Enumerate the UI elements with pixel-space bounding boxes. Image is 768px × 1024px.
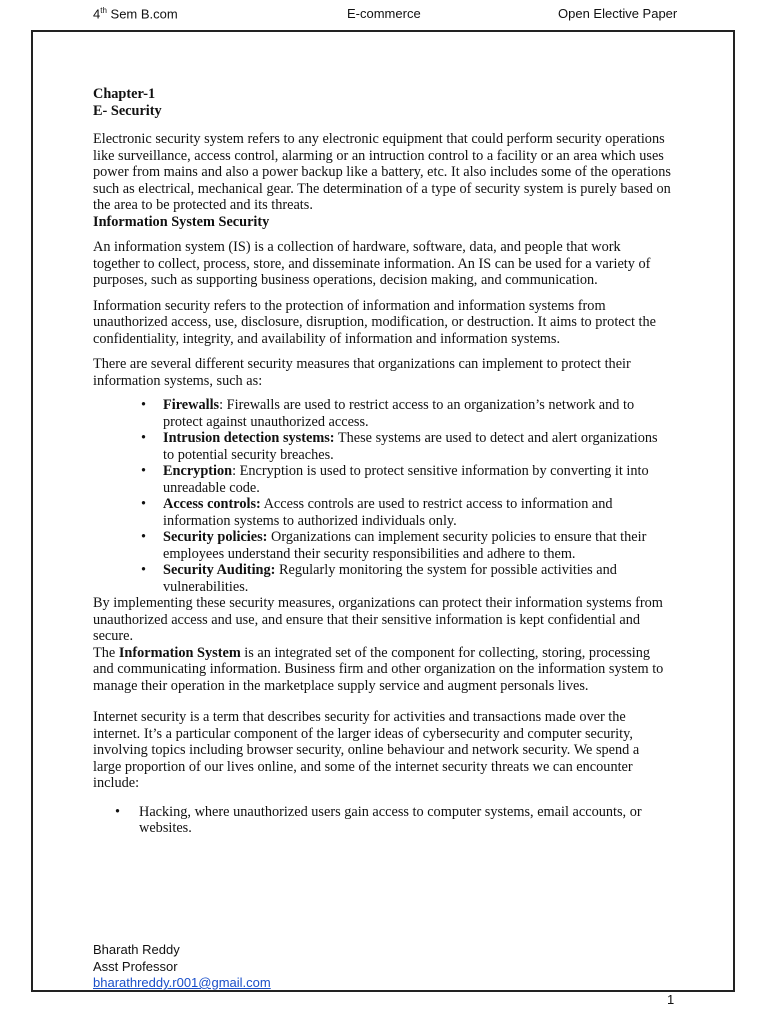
- paragraph-is-definition: An information system (IS) is a collection of hardware, software, data, and people that work together to collect, process, store, and disseminate information. An IS can be used for a variety of purposes, such as supporting business operations, decision making, and communication.: [93, 239, 651, 288]
- paragraph-measures-intro: There are several different security measures that organizations can implement to protect their information systems, such as:: [93, 356, 631, 389]
- list-item: • Security policies: Organizations can implement security policies to ensure that their employees understand their security responsibilities and adhere to them.: [141, 529, 647, 562]
- header-subject: E-commerce: [347, 6, 421, 21]
- bullet-icon: •: [115, 803, 121, 820]
- bullet-icon: •: [141, 562, 147, 578]
- list-item: • Access controls: Access controls are used to restrict access to information and information systems to authorized individuals only.: [141, 496, 613, 529]
- bullet-icon: •: [141, 496, 147, 512]
- list-item: • Security Auditing: Regularly monitoring the system for possible activities and vulnerabilities.: [141, 562, 617, 595]
- page-number: 1: [667, 992, 675, 1007]
- paragraph-internet-security: Internet security is a term that describes security for activities and transactions made over the internet. It’s a particular component of the larger ideas of cybersecurity and computer security, involving topics including browser security, online behaviour and network security. We spend a large proportion of our lives online, and some of the internet security threats we can encounter include:: [93, 709, 640, 791]
- header-paper-type: Open Elective Paper: [558, 6, 678, 21]
- paragraph-information-system: The Information System is an integrated set of the component for collecting, storing, processing and communicating information. Business firm and other organization on the information system to manage their operation in the marketplace supply service and augment personals lives.: [93, 644, 664, 694]
- threats-list: [93, 804, 671, 837]
- section-heading: Information System Security: [93, 213, 270, 230]
- chapter-heading: Chapter-1: [93, 86, 156, 102]
- bullet-icon: •: [141, 430, 147, 446]
- header-semester: 4th Sem B.com: [93, 6, 178, 22]
- list-item: • Encryption: Encryption is used to protect sensitive information by converting it into unreadable code.: [141, 463, 649, 496]
- intro-paragraph: Electronic security system refers to any electronic equipment that could perform security operations like surveillance, access control, alarming or an intruction control to a facility or an area which uses power from mains and also a power backup like a battery, etc. It also includes some of the operations such as electrical, mechanical gear. The determination of a type of security system is purely based on the area to be protected and its threats.: [93, 131, 671, 213]
- page-title: E- Security: [93, 102, 162, 119]
- author-footer: [93, 942, 271, 992]
- author-email-link[interactable]: bharathreddy.r001@gmail.com: [93, 975, 271, 990]
- bullet-icon: •: [141, 529, 147, 545]
- paragraph-conclusion: By implementing these security measures, organizations can protect their information systems from unauthorized access and use, and ensure that their sensitive information is kept confidential and secure.: [93, 595, 663, 644]
- bullet-icon: •: [141, 397, 147, 413]
- list-item: • Firewalls: Firewalls are used to restrict access to an organization’s network and to protect against unauthorized access.: [141, 397, 635, 430]
- security-measures-list: [93, 397, 671, 595]
- bullet-icon: •: [141, 463, 147, 479]
- list-item: • Hacking, where unauthorized users gain access to computer systems, email accounts, or websites.: [115, 803, 642, 836]
- author-role: Asst Professor: [93, 958, 178, 974]
- list-item: • Intrusion detection systems: These systems are used to detect and alert organizations to potential security breaches.: [141, 430, 658, 463]
- author-name: Bharath Reddy: [93, 942, 180, 957]
- paragraph-info-security: Information security refers to the protection of information and information systems from unauthorized access, use, disclosure, disruption, modification, or destruction. It aims to protect the confidentiality, integrity, and availability of information and information systems.: [93, 297, 656, 347]
- document-body: [93, 86, 671, 837]
